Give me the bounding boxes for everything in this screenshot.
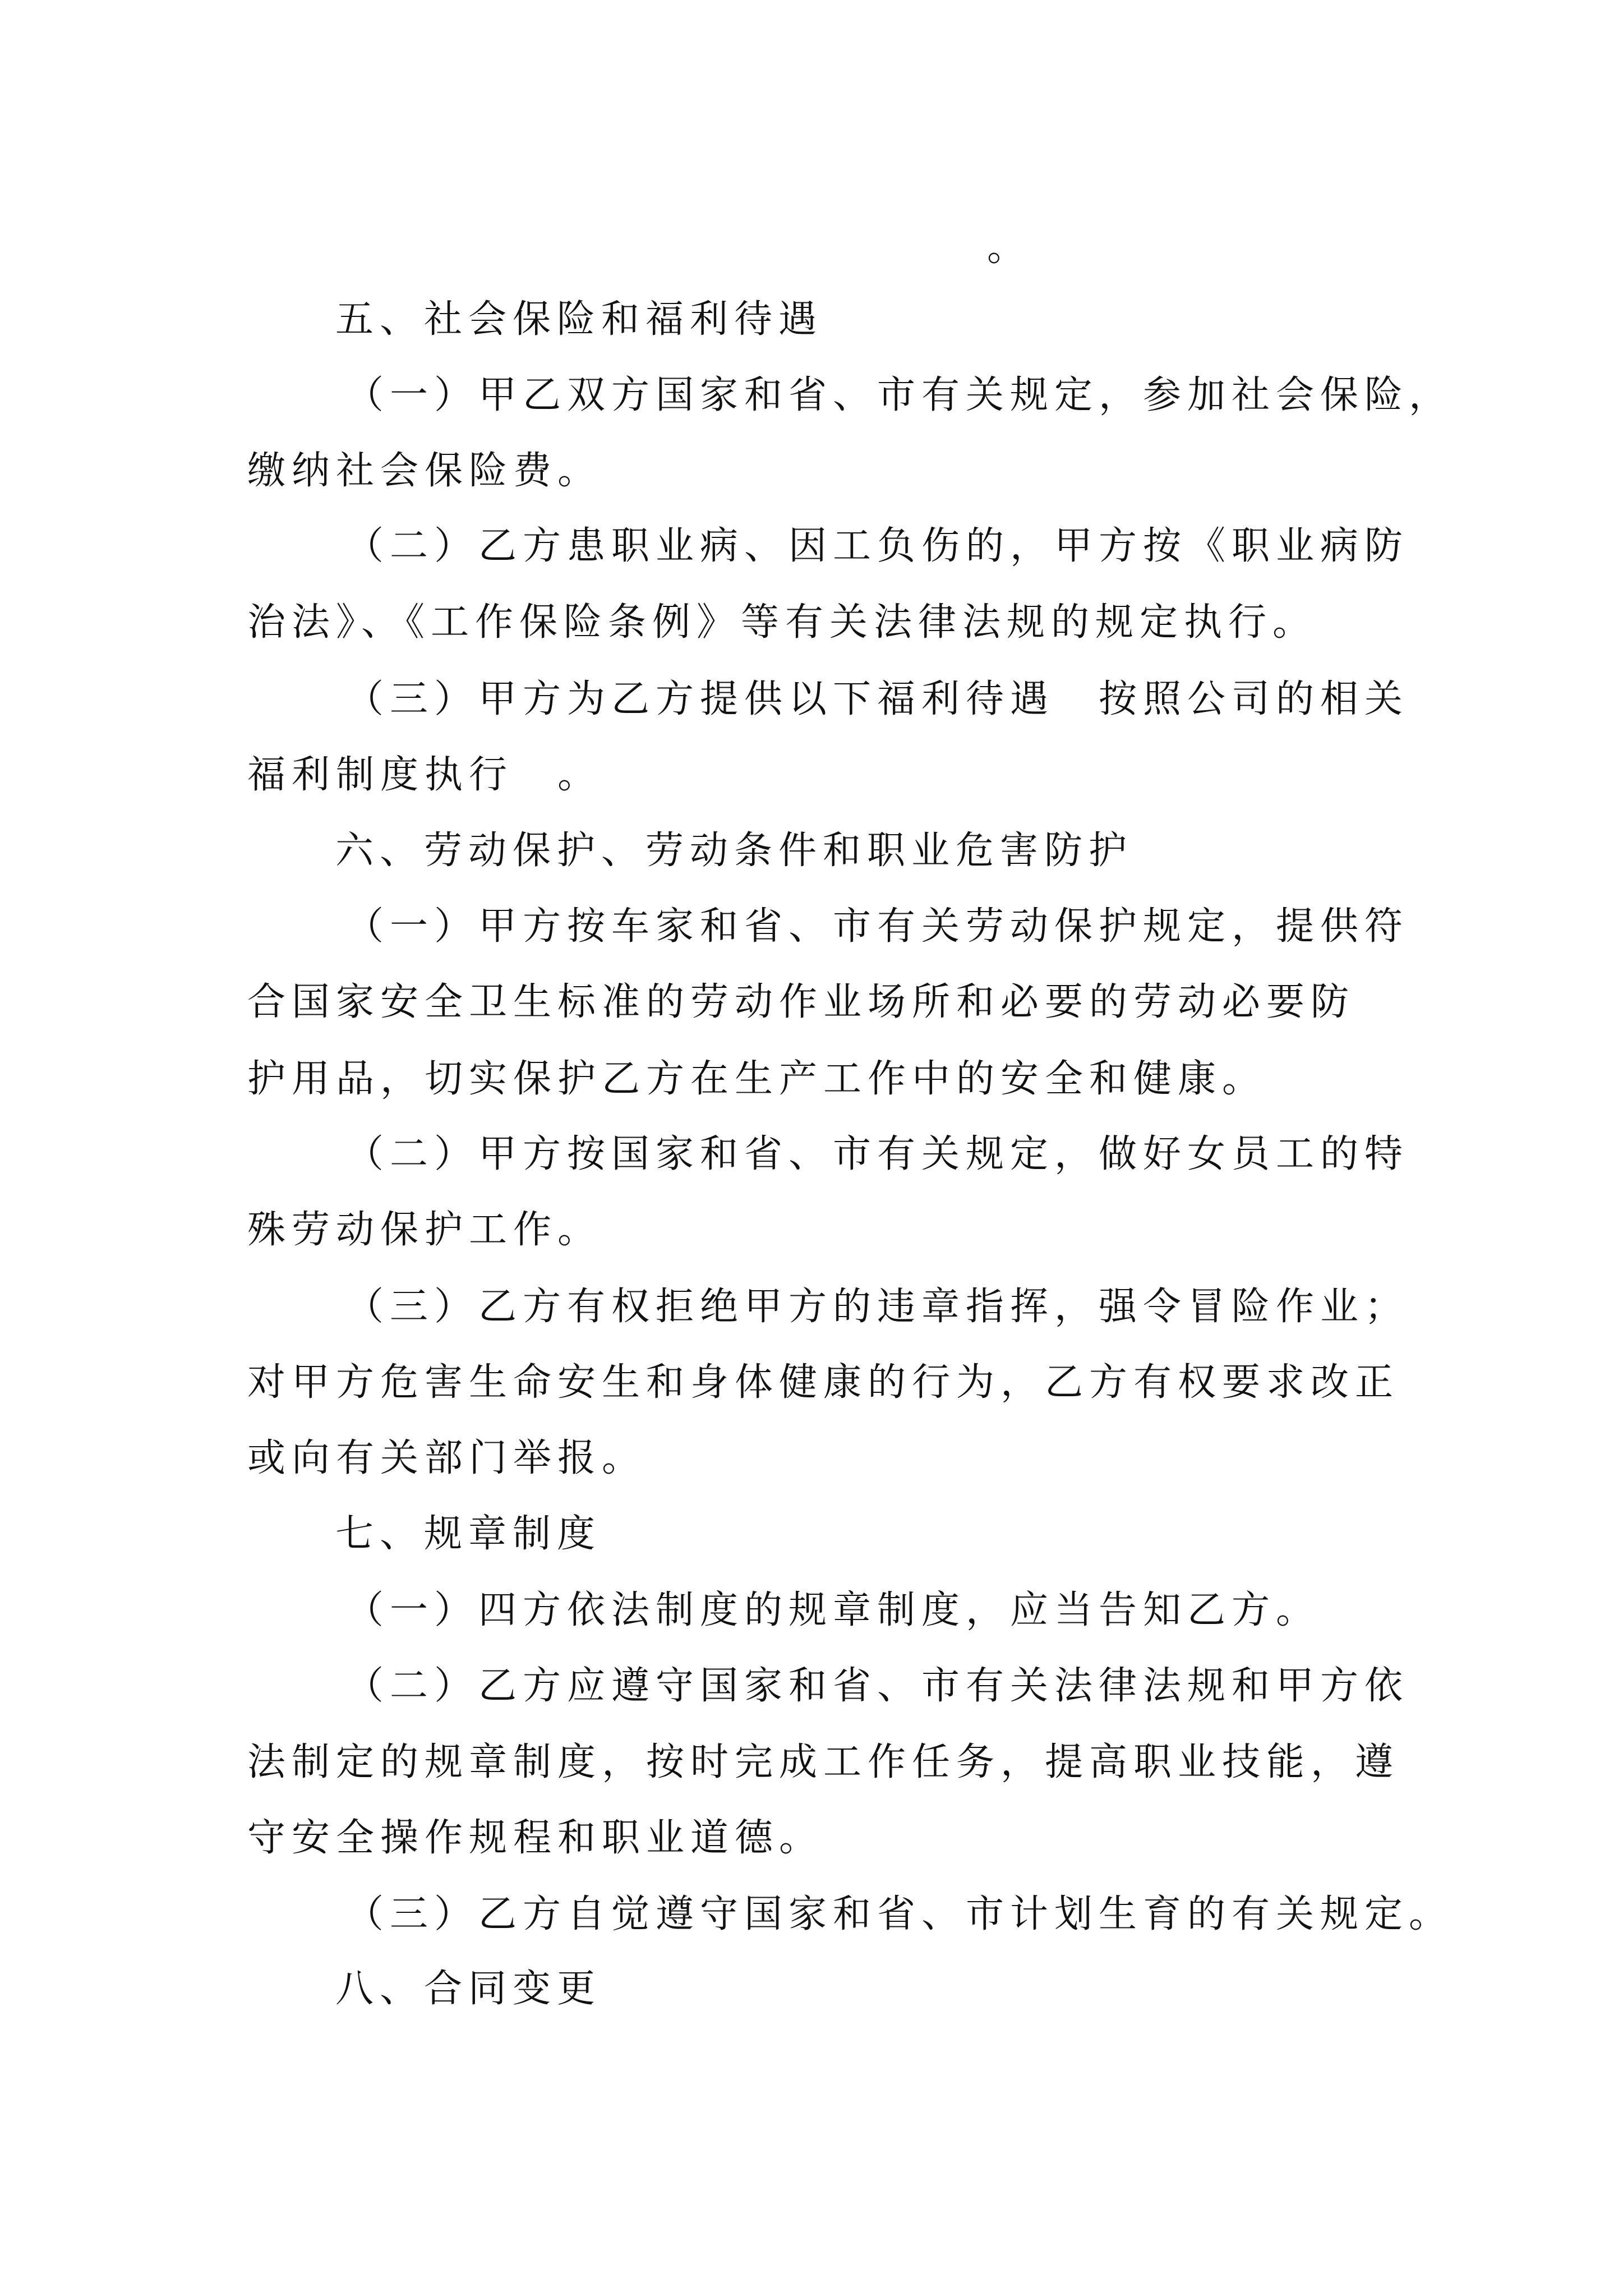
section-7-clause-2-line-3: 守安全操作规程和职业道德。: [247, 1816, 824, 1860]
section-6-clause-1-line-2: 合国家安全卫生标准的劳动作业场所和必要的劳动必要防: [247, 980, 1355, 1024]
section-6-clause-3-line-2: 对甲方危害生命安生和身体健康的行为，乙方有权要求改正: [247, 1360, 1400, 1405]
section-7-heading: 七、规章制度: [335, 1512, 602, 1556]
section-7-clause-1: （一）四方依法制度的规章制度，应当告知乙方。: [345, 1588, 1321, 1632]
section-5-clause-2-line-2: 治法》、《工作保险条例》等有关法律法规的规定执行。: [247, 600, 1317, 645]
section-6-clause-3-line-3: 或向有关部门举报。: [247, 1436, 647, 1480]
section-6-clause-3-line-1: （三）乙方有权拒绝甲方的违章指挥，强令冒险作业；: [345, 1285, 1409, 1329]
section-6-heading: 六、劳动保护、劳动条件和职业危害防护: [335, 829, 1133, 873]
section-5-clause-2-line-1: （二）乙方患职业病、因工负伤的，甲方按《职业病防: [345, 524, 1409, 568]
section-5-clause-1-line-2: 缴纳社会保险费。: [247, 449, 602, 493]
section-6-clause-1-line-3: 护用品，切实保护乙方在生产工作中的安全和健康。: [247, 1057, 1267, 1101]
leading-period: 。: [987, 226, 1032, 270]
section-6-clause-1-line-1: （一）甲方按车家和省、市有关劳动保护规定，提供符: [345, 904, 1409, 949]
section-6-clause-2-line-1: （二）甲方按国家和省、市有关规定，做好女员工的特: [345, 1132, 1409, 1176]
section-7-clause-3: （三）乙方自觉遵守国家和省、市计划生育的有关规定。: [345, 1892, 1454, 1936]
section-5-clause-1-line-1: （一）甲乙双方国家和省、市有关规定，参加社会保险，: [345, 373, 1454, 417]
section-5-clause-3-line-1: （三）甲方为乙方提供以下福利待遇 按照公司的相关: [345, 677, 1409, 721]
section-6-clause-2-line-2: 殊劳动保护工作。: [247, 1208, 602, 1252]
section-7-clause-2-line-2: 法制定的规章制度，按时完成工作任务，提高职业技能，遵: [247, 1740, 1400, 1784]
section-7-clause-2-line-1: （二）乙方应遵守国家和省、市有关法律法规和甲方依: [345, 1664, 1409, 1708]
section-5-heading: 五、社会保险和福利待遇: [335, 297, 823, 342]
section-8-heading: 八、合同变更: [335, 1967, 602, 2011]
section-5-clause-3-line-2: 福利制度执行 。: [247, 753, 602, 797]
